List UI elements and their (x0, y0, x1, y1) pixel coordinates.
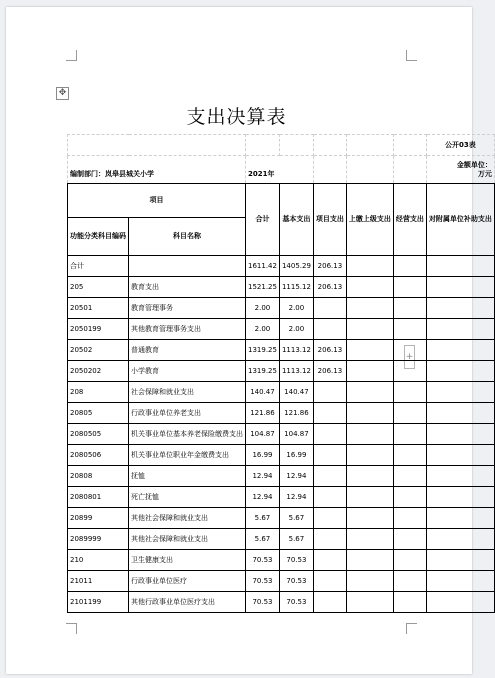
basic-cell[interactable]: 1113.12 (279, 340, 313, 361)
name-cell[interactable]: 社会保障和就业支出 (129, 382, 246, 403)
table-row (68, 508, 495, 529)
project-cell[interactable] (313, 592, 346, 613)
subsidy-cell[interactable] (426, 508, 494, 529)
upper-payment-cell[interactable] (346, 361, 393, 382)
code-cell[interactable]: 2080506 (68, 445, 129, 466)
table-code: 公开03表 (426, 135, 494, 156)
business-cell[interactable] (393, 277, 426, 298)
code-cell[interactable]: 20899 (68, 508, 129, 529)
name-cell[interactable]: 其他行政事业单位医疗支出 (129, 592, 246, 613)
name-cell[interactable]: 行政事业单位医疗 (129, 571, 246, 592)
year-label: 2021年 (246, 156, 314, 184)
project-cell[interactable] (313, 298, 346, 319)
code-cell[interactable]: 20808 (68, 466, 129, 487)
total-cell[interactable]: 5.67 (246, 529, 280, 550)
project-cell[interactable]: 206.13 (313, 256, 346, 277)
business-cell[interactable] (393, 466, 426, 487)
table-row (68, 466, 495, 487)
table-row (68, 361, 495, 382)
basic-header: 基本支出 (279, 184, 313, 256)
name-cell[interactable]: 抚恤 (129, 466, 246, 487)
project-cell[interactable] (313, 424, 346, 445)
basic-cell[interactable]: 16.99 (279, 445, 313, 466)
project-cell[interactable] (313, 550, 346, 571)
project-cell[interactable] (313, 403, 346, 424)
subsidy-cell[interactable] (426, 466, 494, 487)
business-cell[interactable] (393, 319, 426, 340)
subsidy-cell[interactable] (426, 571, 494, 592)
table-row (68, 277, 495, 298)
name-cell[interactable] (129, 256, 246, 277)
business-cell[interactable] (393, 529, 426, 550)
total-cell[interactable]: 1319.25 (246, 340, 280, 361)
project-cell[interactable] (313, 466, 346, 487)
upper-payment-cell[interactable] (346, 592, 393, 613)
upper-payment-cell[interactable] (346, 298, 393, 319)
basic-cell[interactable]: 5.67 (279, 529, 313, 550)
item-group-header: 项目 (68, 184, 246, 218)
total-cell[interactable]: 140.47 (246, 382, 280, 403)
business-cell[interactable] (393, 550, 426, 571)
basic-cell[interactable]: 121.86 (279, 403, 313, 424)
business-header: 经营支出 (393, 184, 426, 256)
upper-payment-cell[interactable] (346, 256, 393, 277)
total-cell[interactable]: 5.67 (246, 508, 280, 529)
name-cell[interactable]: 其他社会保障和就业支出 (129, 529, 246, 550)
code-cell[interactable]: 210 (68, 550, 129, 571)
business-cell[interactable] (393, 382, 426, 403)
subsidy-cell[interactable] (426, 403, 494, 424)
subsidy-cell[interactable] (426, 277, 494, 298)
business-cell[interactable] (393, 361, 426, 382)
compiler-label: 编制部门：岚皋县城关小学 (68, 156, 246, 184)
name-cell[interactable]: 机关事业单位基本养老保险缴费支出 (129, 424, 246, 445)
unit-label: 金额单位： 万元 (426, 156, 494, 184)
total-cell[interactable]: 12.94 (246, 487, 280, 508)
table-row (68, 550, 495, 571)
project-cell[interactable] (313, 445, 346, 466)
upper-payment-cell[interactable] (346, 529, 393, 550)
table-row (68, 340, 495, 361)
table-row (68, 424, 495, 445)
upper-payment-cell[interactable] (346, 340, 393, 361)
total-cell[interactable]: 16.99 (246, 445, 280, 466)
code-cell[interactable]: 2050202 (68, 361, 129, 382)
business-cell[interactable] (393, 403, 426, 424)
business-cell[interactable] (393, 424, 426, 445)
code-cell[interactable]: 2080801 (68, 487, 129, 508)
page-title: 支出决算表 (186, 106, 287, 128)
code-cell[interactable]: 21011 (68, 571, 129, 592)
corner-mark-bottom-left (66, 623, 77, 634)
business-cell[interactable] (393, 487, 426, 508)
total-cell[interactable]: 1521.25 (246, 277, 280, 298)
total-cell[interactable]: 70.53 (246, 550, 280, 571)
expenditure-table (67, 134, 495, 613)
data-rows (68, 256, 495, 613)
name-cell[interactable]: 其他社会保障和就业支出 (129, 508, 246, 529)
upper-payment-cell[interactable] (346, 466, 393, 487)
total-cell[interactable]: 70.53 (246, 571, 280, 592)
subsidy-cell[interactable] (426, 340, 494, 361)
total-cell[interactable]: 1319.25 (246, 361, 280, 382)
table-row (68, 487, 495, 508)
project-cell[interactable] (313, 382, 346, 403)
subsidy-cell[interactable] (426, 529, 494, 550)
upper-payment-cell[interactable] (346, 550, 393, 571)
project-cell[interactable]: 206.13 (313, 340, 346, 361)
basic-cell[interactable]: 12.94 (279, 466, 313, 487)
name-cell[interactable]: 死亡抚恤 (129, 487, 246, 508)
name-cell[interactable]: 普通教育 (129, 340, 246, 361)
basic-cell[interactable]: 104.87 (279, 424, 313, 445)
name-cell[interactable]: 教育管理事务 (129, 298, 246, 319)
upper-payment-cell[interactable] (346, 277, 393, 298)
business-cell[interactable] (393, 508, 426, 529)
name-cell[interactable]: 卫生健康支出 (129, 550, 246, 571)
subsidy-cell[interactable] (426, 487, 494, 508)
total-cell[interactable]: 2.00 (246, 298, 280, 319)
table-row (68, 529, 495, 550)
upper-payment-cell[interactable] (346, 319, 393, 340)
code-cell[interactable]: 2050199 (68, 319, 129, 340)
code-cell[interactable]: 2089999 (68, 529, 129, 550)
business-cell[interactable] (393, 298, 426, 319)
subsidy-cell[interactable] (426, 445, 494, 466)
code-cell[interactable]: 20502 (68, 340, 129, 361)
basic-cell[interactable]: 2.00 (279, 298, 313, 319)
total-cell[interactable]: 2.00 (246, 319, 280, 340)
subsidy-cell[interactable] (426, 319, 494, 340)
upper-payment-cell[interactable] (346, 424, 393, 445)
total-cell[interactable]: 1611.42 (246, 256, 280, 277)
table-row (68, 298, 495, 319)
upper-payment-cell[interactable] (346, 382, 393, 403)
table-row (68, 319, 495, 340)
basic-cell[interactable]: 2.00 (279, 319, 313, 340)
total-cell[interactable]: 12.94 (246, 466, 280, 487)
table-row (68, 571, 495, 592)
code-cell[interactable]: 208 (68, 382, 129, 403)
basic-cell[interactable]: 70.53 (279, 592, 313, 613)
name-cell[interactable]: 行政事业单位养老支出 (129, 403, 246, 424)
basic-cell[interactable]: 1113.12 (279, 361, 313, 382)
subsidy-cell[interactable] (426, 382, 494, 403)
total-cell[interactable]: 104.87 (246, 424, 280, 445)
business-cell[interactable] (393, 571, 426, 592)
project-cell[interactable] (313, 487, 346, 508)
subsidy-header: 对附属单位补助支出 (426, 184, 494, 256)
upper-payment-cell[interactable] (346, 445, 393, 466)
basic-cell[interactable]: 70.53 (279, 571, 313, 592)
table-row (68, 592, 495, 613)
name-cell[interactable]: 教育支出 (129, 277, 246, 298)
corner-mark-bottom-right (406, 623, 417, 634)
business-cell[interactable] (393, 592, 426, 613)
subsidy-cell[interactable] (426, 592, 494, 613)
code-cell[interactable]: 2080505 (68, 424, 129, 445)
table-row (68, 445, 495, 466)
business-cell[interactable] (393, 256, 426, 277)
upper-payment-cell[interactable] (346, 571, 393, 592)
project-cell[interactable]: 206.13 (313, 361, 346, 382)
code-cell[interactable]: 20501 (68, 298, 129, 319)
add-column-icon[interactable]: + (404, 345, 415, 369)
basic-cell[interactable]: 5.67 (279, 508, 313, 529)
upper-payment-cell[interactable] (346, 403, 393, 424)
total-cell[interactable]: 121.86 (246, 403, 280, 424)
subsidy-cell[interactable] (426, 424, 494, 445)
project-cell[interactable]: 206.13 (313, 277, 346, 298)
project-cell[interactable] (313, 508, 346, 529)
corner-mark-top-right (406, 50, 417, 61)
subsidy-cell[interactable] (426, 550, 494, 571)
upper-payment-cell[interactable] (346, 487, 393, 508)
project-cell[interactable] (313, 529, 346, 550)
basic-cell[interactable]: 12.94 (279, 487, 313, 508)
business-cell[interactable] (393, 445, 426, 466)
name-cell[interactable]: 其他教育管理事务支出 (129, 319, 246, 340)
business-cell[interactable] (393, 340, 426, 361)
name-header: 科目名称 (129, 218, 246, 256)
name-cell[interactable]: 小学教育 (129, 361, 246, 382)
code-cell[interactable]: 合计 (68, 256, 129, 277)
table-row (68, 256, 495, 277)
code-cell[interactable]: 205 (68, 277, 129, 298)
project-cell[interactable] (313, 319, 346, 340)
corner-mark-top-left (66, 50, 77, 61)
table-row (68, 382, 495, 403)
code-header: 功能分类科目编码 (68, 218, 129, 256)
name-cell[interactable]: 机关事业单位职业年金缴费支出 (129, 445, 246, 466)
table-row (68, 403, 495, 424)
upper-payment-header: 上缴上级支出 (346, 184, 393, 256)
total-header: 合计 (246, 184, 280, 256)
project-cell[interactable] (313, 571, 346, 592)
total-cell[interactable]: 70.53 (246, 592, 280, 613)
code-cell[interactable]: 20805 (68, 403, 129, 424)
basic-cell[interactable]: 1115.12 (279, 277, 313, 298)
basic-cell[interactable]: 1405.29 (279, 256, 313, 277)
upper-payment-cell[interactable] (346, 508, 393, 529)
table-move-handle-icon[interactable]: ✥ (56, 87, 69, 100)
basic-cell[interactable]: 140.47 (279, 382, 313, 403)
code-cell[interactable]: 2101199 (68, 592, 129, 613)
subsidy-cell[interactable] (426, 256, 494, 277)
subsidy-cell[interactable] (426, 361, 494, 382)
subsidy-cell[interactable] (426, 298, 494, 319)
project-header: 项目支出 (313, 184, 346, 256)
basic-cell[interactable]: 70.53 (279, 550, 313, 571)
